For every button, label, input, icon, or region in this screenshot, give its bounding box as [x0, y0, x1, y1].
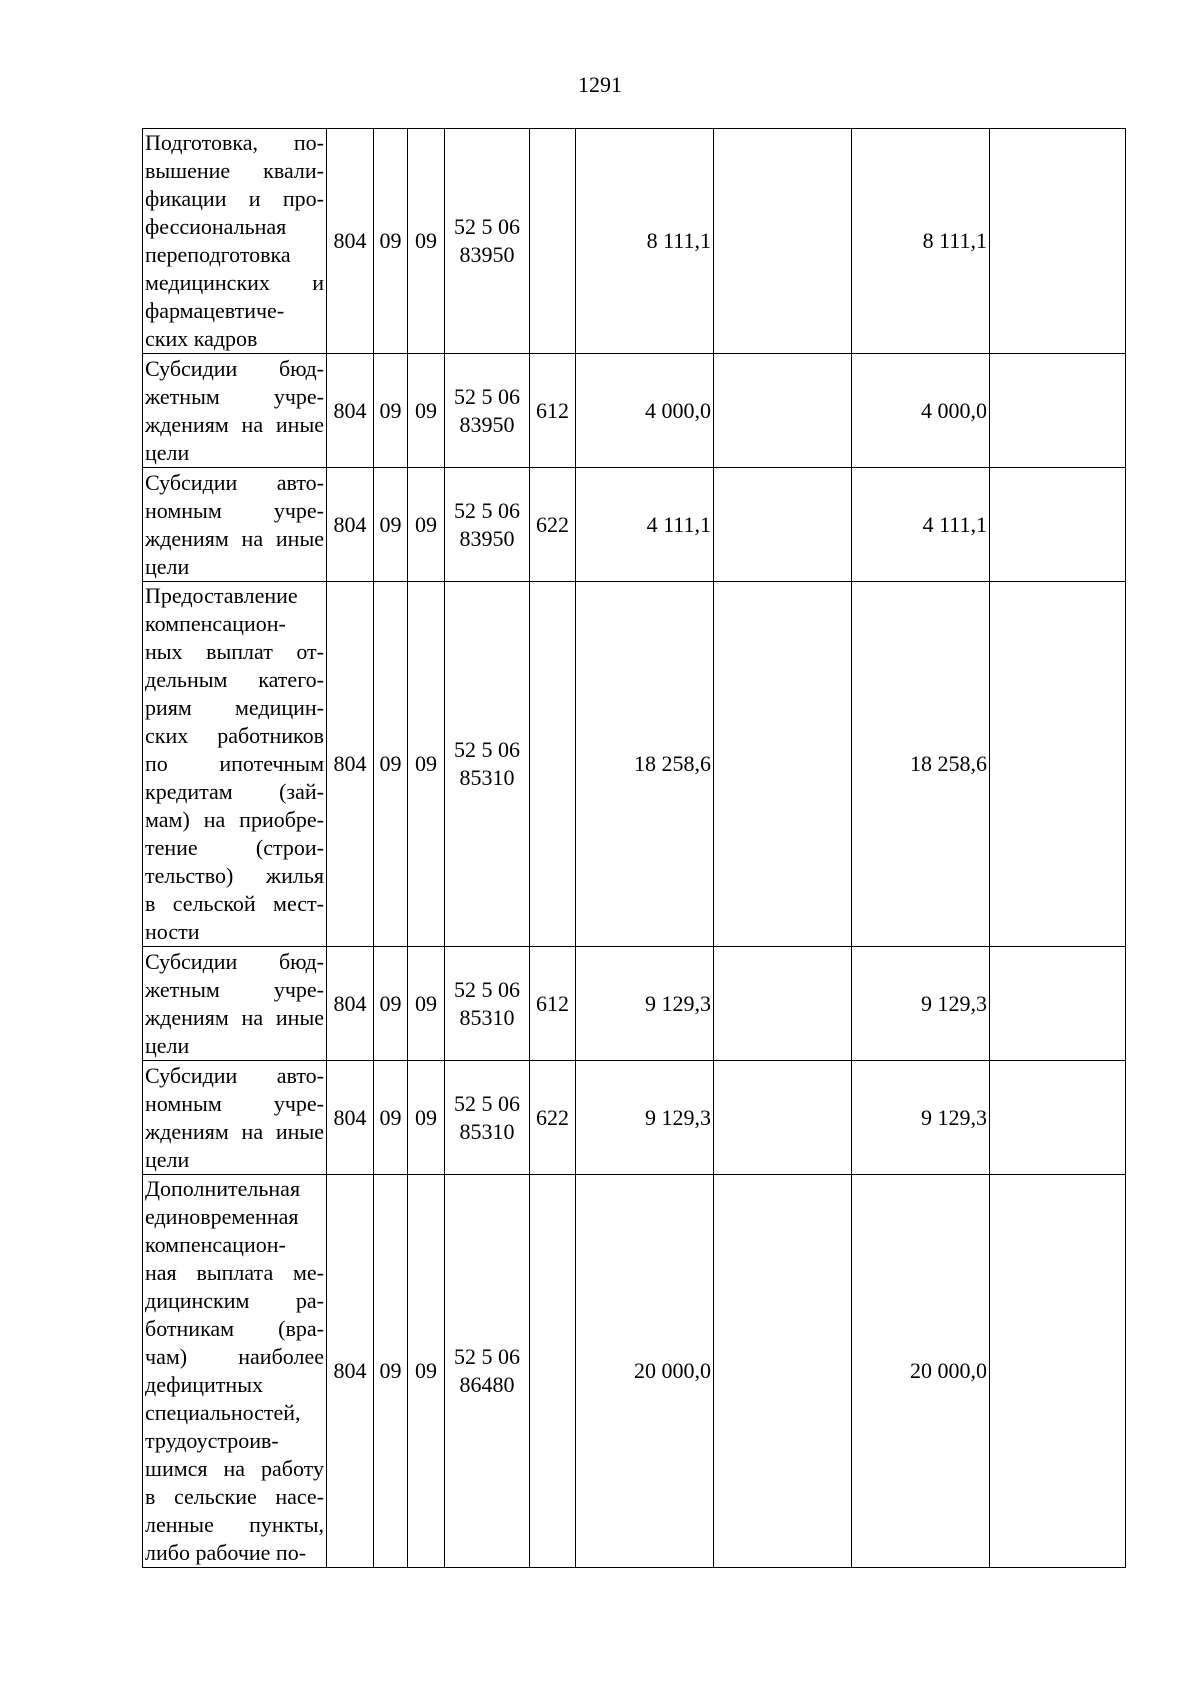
amount-cell	[714, 582, 852, 947]
amount-cell: 4 111,1	[852, 468, 990, 582]
section-code-cell: 09	[374, 1061, 408, 1175]
amount-cell: 9 129,3	[576, 1061, 714, 1175]
expense-name-line: цели	[145, 553, 190, 579]
expense-name-line: Субсидии бюд-	[145, 948, 324, 974]
expense-name-line: жетным учре-	[145, 383, 324, 409]
expense-name-line: фессиональная	[145, 214, 287, 239]
expense-name-cell	[143, 468, 327, 582]
table-row	[143, 947, 1126, 1061]
amount-cell	[990, 947, 1126, 1061]
amount-cell	[990, 468, 1126, 582]
table-row	[143, 354, 1126, 468]
subsection-code-cell: 09	[408, 1175, 445, 1568]
subsection-code-cell: 09	[408, 947, 445, 1061]
amount-cell: 4 111,1	[576, 468, 714, 582]
target-article-line: 52 5 06	[454, 383, 520, 409]
expense-name-line: Субсидии бюд-	[145, 355, 324, 381]
section-code-cell: 09	[374, 582, 408, 947]
ministry-code-cell: 804	[327, 1175, 374, 1568]
target-article-line: 52 5 06	[454, 1090, 520, 1116]
amount-cell	[714, 947, 852, 1061]
expense-name-line: компенсацион-	[145, 611, 286, 636]
section-code-cell: 09	[374, 354, 408, 468]
expense-name-line: ждениям на иные	[145, 1004, 324, 1030]
table-body	[143, 129, 1126, 1568]
expense-name-line: компенсацион-	[145, 1232, 286, 1257]
amount-cell	[990, 354, 1126, 468]
page-number: 1291	[578, 72, 622, 97]
ministry-code-cell: 804	[327, 1061, 374, 1175]
expense-name-cell	[143, 354, 327, 468]
expense-name-line: шимся на работу	[145, 1456, 324, 1481]
target-article-line: 83950	[459, 411, 515, 437]
table-row	[143, 129, 1126, 354]
amount-cell	[990, 129, 1126, 354]
expense-name-line: ная выплата ме-	[145, 1260, 324, 1285]
amount-cell: 8 111,1	[576, 129, 714, 354]
expense-name-line: Подготовка, по-	[145, 130, 324, 155]
expense-name-cell	[143, 947, 327, 1061]
target-article-line: 52 5 06	[454, 497, 520, 523]
table-row	[143, 468, 1126, 582]
expense-name-line: вышение квали-	[145, 158, 324, 183]
target-article-cell	[445, 354, 530, 468]
expense-name-cell	[143, 1175, 327, 1568]
expense-name-line: фикации и про-	[145, 186, 324, 211]
target-article-cell	[445, 468, 530, 582]
expense-name-line: ских кадров	[145, 326, 258, 351]
expense-name-line: ботникам (вра-	[145, 1316, 324, 1341]
expense-name-line: по ипотечным	[145, 751, 324, 776]
amount-cell	[714, 1175, 852, 1568]
target-article-line: 86480	[459, 1372, 515, 1397]
expense-name-line: цели	[145, 1146, 190, 1172]
target-article-line: 83950	[459, 242, 515, 267]
amount-cell: 20 000,0	[576, 1175, 714, 1568]
amount-cell	[990, 1175, 1126, 1568]
expense-name-line: ждениям на иные	[145, 411, 324, 437]
expense-name-cell	[143, 129, 327, 354]
expense-name-line: в сельской мест-	[145, 891, 324, 916]
expense-name-line: ности	[145, 919, 200, 944]
amount-cell: 18 258,6	[576, 582, 714, 947]
expense-name-line: дефицитных	[145, 1372, 263, 1397]
expense-name-line: ждениям на иные	[145, 525, 324, 551]
budget-table	[142, 128, 1126, 1568]
amount-cell	[990, 582, 1126, 947]
amount-cell	[990, 1061, 1126, 1175]
target-article-line: 52 5 06	[454, 737, 520, 762]
expense-name-line: дицинским ра-	[145, 1288, 324, 1313]
amount-cell: 9 129,3	[852, 1061, 990, 1175]
expense-type-cell	[530, 582, 576, 947]
expense-name-line: специальностей,	[145, 1400, 301, 1425]
table-row	[143, 582, 1126, 947]
expense-name-line: Предоставление	[145, 583, 298, 608]
target-article-cell	[445, 1175, 530, 1568]
expense-type-cell: 622	[530, 1061, 576, 1175]
target-article-cell	[445, 947, 530, 1061]
section-code-cell: 09	[374, 1175, 408, 1568]
amount-cell: 4 000,0	[852, 354, 990, 468]
expense-name-line: переподготовка	[145, 242, 291, 267]
expense-name-line: ских работников	[145, 723, 324, 748]
table-row	[143, 1175, 1126, 1568]
amount-cell: 8 111,1	[852, 129, 990, 354]
expense-name-line: трудоустроив-	[145, 1428, 279, 1453]
expense-type-cell: 612	[530, 354, 576, 468]
target-article-line: 85310	[459, 765, 515, 790]
amount-cell: 18 258,6	[852, 582, 990, 947]
target-article-cell	[445, 1061, 530, 1175]
expense-name-line: номным учре-	[145, 1090, 324, 1116]
amount-cell: 9 129,3	[852, 947, 990, 1061]
expense-name-line: Дополнительная	[145, 1176, 301, 1201]
expense-type-cell	[530, 1175, 576, 1568]
expense-name-line: чам) наиболее	[145, 1344, 324, 1369]
subsection-code-cell: 09	[408, 582, 445, 947]
target-article-line: 85310	[459, 1118, 515, 1144]
expense-name-line: либо рабочие по-	[145, 1540, 307, 1565]
amount-cell	[714, 129, 852, 354]
target-article-cell	[445, 129, 530, 354]
table-row	[143, 1061, 1126, 1175]
expense-name-line: цели	[145, 439, 190, 465]
subsection-code-cell: 09	[408, 468, 445, 582]
expense-name-line: жетным учре-	[145, 976, 324, 1002]
subsection-code-cell: 09	[408, 354, 445, 468]
amount-cell	[714, 354, 852, 468]
expense-name-line: в сельские насе-	[145, 1484, 324, 1509]
target-article-line: 52 5 06	[454, 976, 520, 1002]
expense-name-line: медицинских и	[145, 270, 324, 295]
ministry-code-cell: 804	[327, 129, 374, 354]
expense-type-cell	[530, 129, 576, 354]
expense-name-line: дельным катего-	[145, 667, 324, 692]
expense-name-line: ленные пункты,	[145, 1512, 324, 1537]
amount-cell: 9 129,3	[576, 947, 714, 1061]
expense-name-cell	[143, 1061, 327, 1175]
amount-cell	[714, 1061, 852, 1175]
amount-cell: 4 000,0	[576, 354, 714, 468]
ministry-code-cell: 804	[327, 468, 374, 582]
target-article-cell	[445, 582, 530, 947]
expense-type-cell: 612	[530, 947, 576, 1061]
expense-name-cell	[143, 582, 327, 947]
expense-name-line: мам) на приобре-	[145, 807, 324, 832]
ministry-code-cell: 804	[327, 582, 374, 947]
ministry-code-cell: 804	[327, 354, 374, 468]
expense-name-line: единовременная	[145, 1204, 299, 1229]
target-article-line: 52 5 06	[454, 214, 520, 239]
expense-name-line: ных выплат от-	[145, 639, 324, 664]
section-code-cell: 09	[374, 468, 408, 582]
amount-cell: 20 000,0	[852, 1175, 990, 1568]
expense-type-cell: 622	[530, 468, 576, 582]
target-article-line: 83950	[459, 525, 515, 551]
target-article-line: 85310	[459, 1004, 515, 1030]
expense-name-line: фармацевтиче-	[145, 298, 285, 323]
amount-cell	[714, 468, 852, 582]
expense-name-line: риям медицин-	[145, 695, 324, 720]
expense-name-line: кредитам (зай-	[145, 779, 324, 804]
section-code-cell: 09	[374, 129, 408, 354]
ministry-code-cell: 804	[327, 947, 374, 1061]
expense-name-line: ждениям на иные	[145, 1118, 324, 1144]
subsection-code-cell: 09	[408, 129, 445, 354]
subsection-code-cell: 09	[408, 1061, 445, 1175]
expense-name-line: тение (строи-	[145, 835, 324, 860]
expense-name-line: цели	[145, 1032, 190, 1058]
expense-name-line: Субсидии авто-	[145, 1062, 324, 1088]
expense-name-line: тельство) жилья	[145, 863, 324, 888]
target-article-line: 52 5 06	[454, 1344, 520, 1369]
expense-name-line: Субсидии авто-	[145, 469, 324, 495]
expense-name-line: номным учре-	[145, 497, 324, 523]
section-code-cell: 09	[374, 947, 408, 1061]
